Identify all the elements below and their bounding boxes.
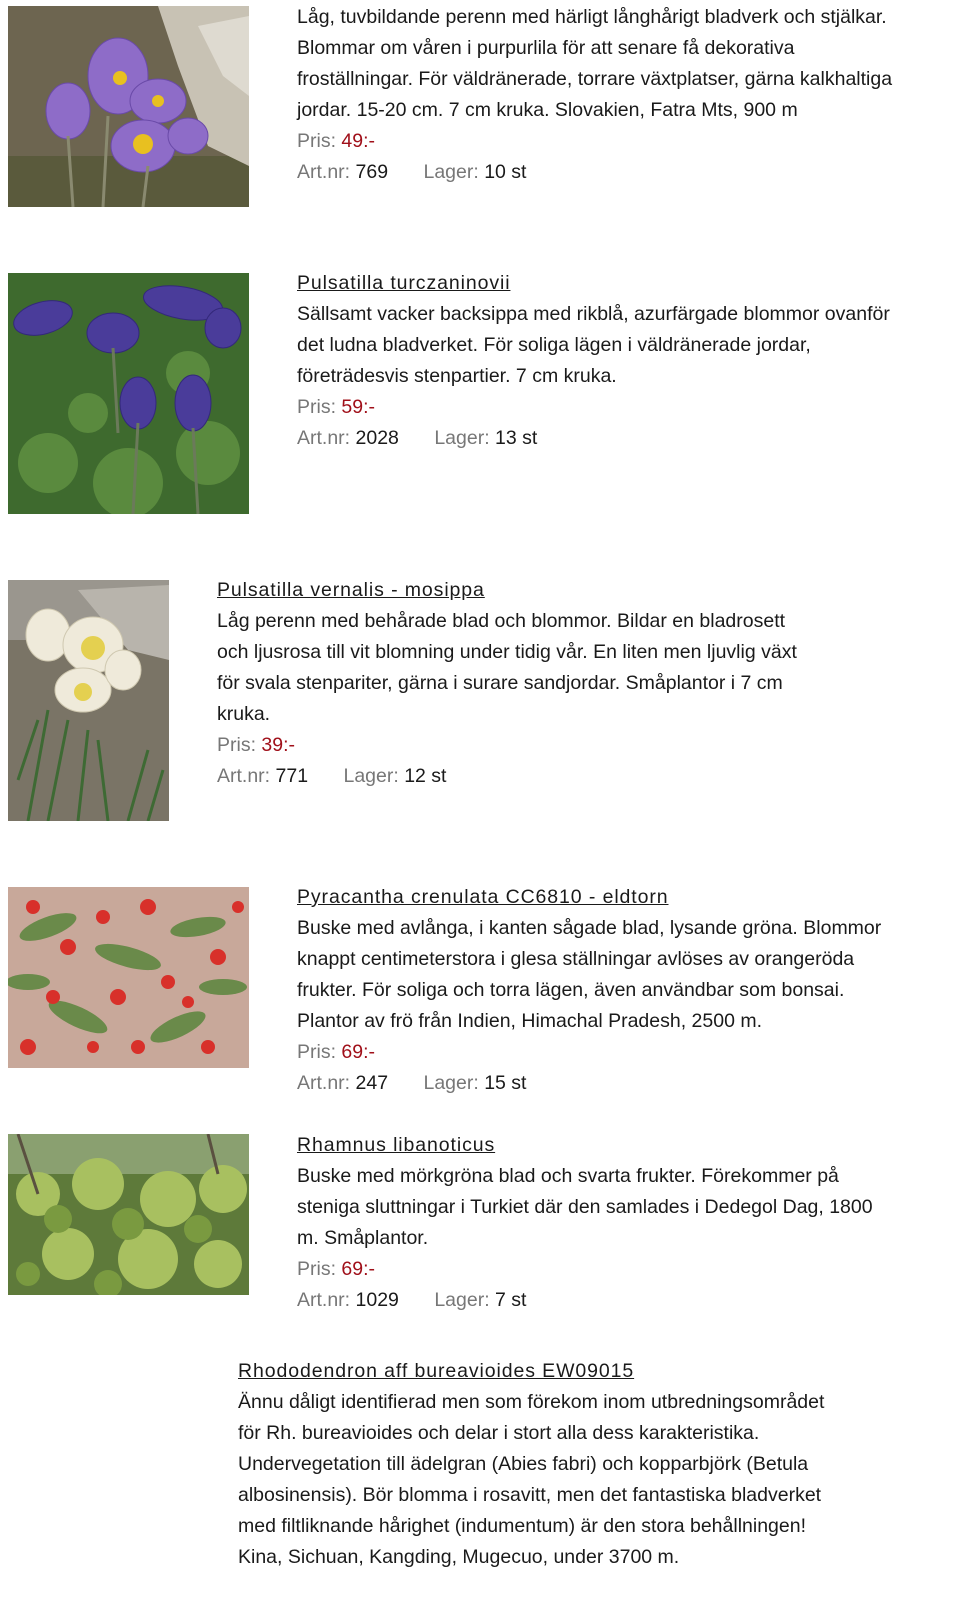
art-nr-label: Art.nr: [297, 1072, 351, 1094]
lager-label: Lager: [423, 161, 479, 183]
description-line: knappt centimeterstora i glesa ställningar avlöses av orangeröda [297, 948, 855, 970]
red-berry-shrub-photo [8, 887, 249, 1068]
product-text [238, 1356, 948, 1573]
product-description [297, 299, 947, 392]
art-nr-value: 771 [275, 765, 309, 787]
product-title[interactable]: Pulsatilla vernalis - mosippa [217, 579, 485, 601]
description-line: Ännu dåligt identifierad men som förekom inom utbredningsområdet [238, 1391, 825, 1413]
price-value: 69:- [341, 1258, 376, 1280]
art-nr-label: Art.nr: [297, 1289, 351, 1311]
purple-pasque-flower-photo [8, 6, 249, 207]
description-line: m. Småplantor. [297, 1227, 429, 1249]
price-value: 39:- [261, 734, 296, 756]
price-row [297, 392, 947, 423]
price-label: Pris: [297, 1041, 336, 1063]
stock-row [297, 423, 947, 454]
lager-label: Lager: [434, 1289, 490, 1311]
art-nr-value: 247 [355, 1072, 389, 1094]
description-line: albosinensis). Bör blomma i rosavitt, men det fantastiska bladverket [238, 1484, 822, 1506]
lager-value: 7 st [495, 1289, 527, 1311]
description-line: kruka. [217, 703, 271, 725]
green-shrub-photo [8, 1134, 249, 1295]
description-line: Plantor av frö från Indien, Himachal Pradesh, 2500 m. [297, 1010, 762, 1032]
description-line: Låg perenn med behårade blad och blommor. Bildar en bladrosett [217, 610, 786, 632]
description-line: det ludna bladverket. För soliga lägen i väldränerade jordar, [297, 334, 811, 356]
price-value: 69:- [341, 1041, 376, 1063]
product-text [297, 882, 947, 1099]
description-line: Sällsamt vacker backsippa med rikblå, azurfärgade blommor ovanför [297, 303, 890, 325]
product-description [297, 1161, 947, 1254]
product-title[interactable]: Rhamnus libanoticus [297, 1134, 496, 1156]
art-nr-label: Art.nr: [297, 161, 351, 183]
stock-row [297, 1285, 947, 1316]
description-line: för svala stenpariter, gärna i surare sandjordar. Småplantor i 7 cm [217, 672, 783, 694]
art-nr-label: Art.nr: [297, 427, 351, 449]
product-description [217, 606, 947, 730]
lager-value: 13 st [495, 427, 538, 449]
description-line: Buske med avlånga, i kanten sågade blad, lysande gröna. Blommor [297, 917, 882, 939]
price-label: Pris: [217, 734, 256, 756]
lager-label: Lager: [434, 427, 490, 449]
description-line: steniga sluttningar i Turkiet där den samlades i Dedegol Dag, 1800 [297, 1196, 873, 1218]
stock-row [297, 1068, 947, 1099]
product-text [297, 1130, 947, 1316]
lager-label: Lager: [343, 765, 399, 787]
art-nr-value: 1029 [355, 1289, 399, 1311]
description-line: Kina, Sichuan, Kangding, Mugecuo, under 3700 m. [238, 1546, 680, 1568]
description-line: Undervegetation till ädelgran (Abies fabri) och kopparbjörk (Betula [238, 1453, 809, 1475]
description-line: froställningar. För väldränerade, torrare växtplatser, gärna kalkhaltiga [297, 68, 893, 90]
lager-value: 12 st [404, 765, 447, 787]
description-line: för Rh. bureavioides och delar i stort alla dess karakteristika. [238, 1422, 760, 1444]
price-row [297, 1037, 947, 1068]
product-title[interactable]: Pyracantha crenulata CC6810 - eldtorn [297, 886, 669, 908]
white-pasque-flower-photo [8, 580, 169, 821]
product-description [238, 1387, 948, 1573]
stock-row [217, 761, 947, 792]
price-row [297, 1254, 947, 1285]
price-value: 59:- [341, 396, 376, 418]
product-text [297, 2, 947, 188]
description-line: företrädesvis stenpartier. 7 cm kruka. [297, 365, 617, 387]
price-label: Pris: [297, 130, 336, 152]
description-line: med filtliknande hårighet (indumentum) är den stora behållningen! [238, 1515, 807, 1537]
product-description [297, 2, 947, 126]
product-title[interactable]: Pulsatilla turczaninovii [297, 272, 511, 294]
product-description [297, 913, 947, 1037]
lager-value: 15 st [484, 1072, 527, 1094]
blue-pasque-flower-photo [8, 273, 249, 514]
stock-row [297, 157, 947, 188]
art-nr-value: 2028 [355, 427, 399, 449]
description-line: Buske med mörkgröna blad och svarta frukter. Förekommer på [297, 1165, 839, 1187]
price-row [217, 730, 947, 761]
price-label: Pris: [297, 1258, 336, 1280]
art-nr-label: Art.nr: [217, 765, 271, 787]
price-row [297, 126, 947, 157]
description-line: Låg, tuvbildande perenn med härligt långhårigt bladverk och stjälkar. [297, 6, 887, 28]
product-title[interactable]: Rhododendron aff bureavioides EW09015 [238, 1360, 635, 1382]
product-text [297, 268, 947, 454]
price-value: 49:- [341, 130, 376, 152]
description-line: och ljusrosa till vit blomning under tidig vår. En liten men ljuvlig växt [217, 641, 797, 663]
product-text [217, 575, 947, 792]
description-line: frukter. För soliga och torra lägen, även användbar som bonsai. [297, 979, 845, 1001]
art-nr-value: 769 [355, 161, 389, 183]
lager-label: Lager: [423, 1072, 479, 1094]
price-label: Pris: [297, 396, 336, 418]
lager-value: 10 st [484, 161, 527, 183]
description-line: Blommar om våren i purpurlila för att senare få dekorativa [297, 37, 795, 59]
description-line: jordar. 15-20 cm. 7 cm kruka. Slovakien, Fatra Mts, 900 m [297, 99, 798, 121]
